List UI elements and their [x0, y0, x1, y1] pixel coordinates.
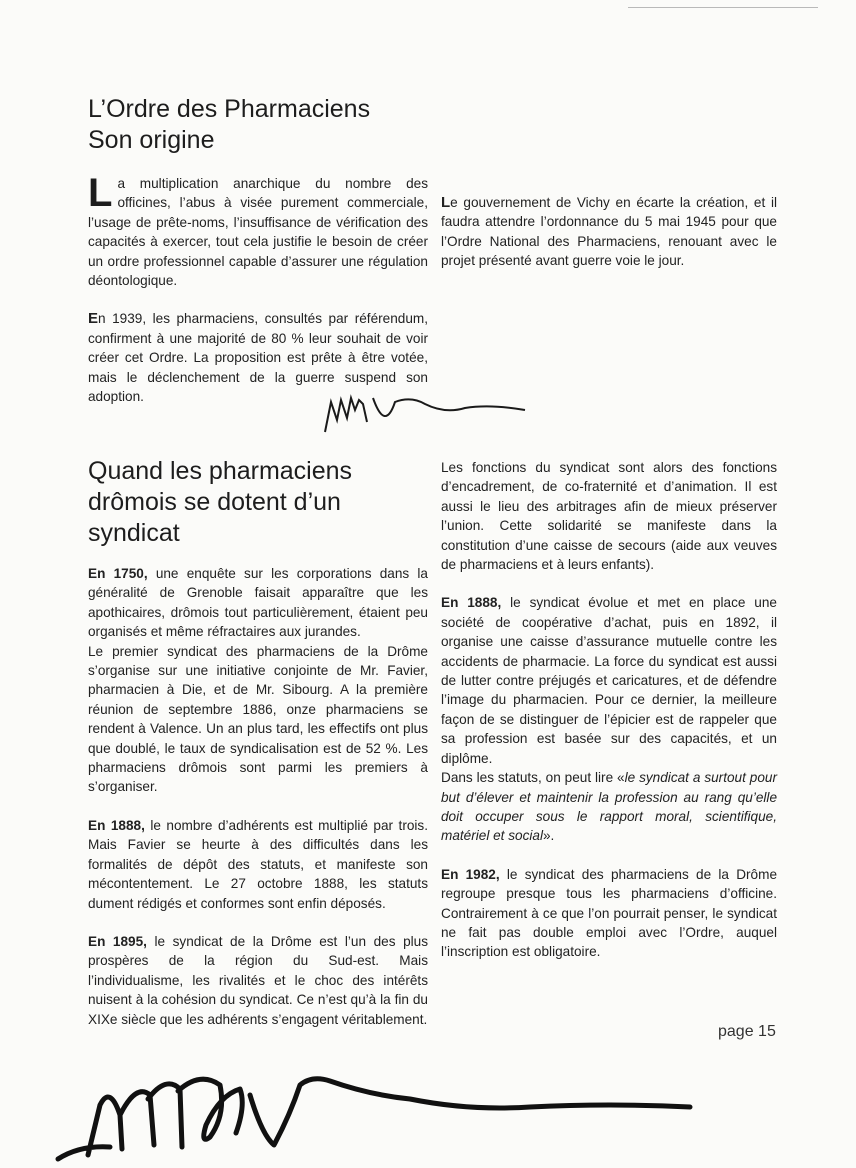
top-rule — [628, 7, 818, 8]
section2-right-column — [441, 458, 777, 962]
paragraph-text: a multiplication anarchique du nombre des officines, l’abus à visée purement commerciale, l’usage de prête-noms, l’insuffisance de vérification des capacités à exercer, tout cela justifie le besoin de créer un ordre professionnel capable d’assurer une régulation déontologique. — [88, 176, 428, 289]
paragraph — [441, 865, 777, 962]
date-lead: En 1982, — [441, 866, 500, 882]
handwritten-signature-large — [50, 1055, 720, 1165]
paragraph: Les fonctions du syndicat sont alors des fonctions d’encadrement, de co-fraternité et d’animation. Il est aussi le lieu des arbitrages afin de mieux préserver l’union. Cette solidarité se manifeste dans la constitution d’une caisse de secours (aide aux veuves de pharmaciens et à leurs enfants). — [441, 460, 777, 573]
paragraph — [441, 768, 777, 846]
lead-letter: L — [441, 194, 451, 211]
paragraph — [88, 171, 428, 290]
paragraph-text: le nombre d’adhérents est multiplié par trois. Mais Favier se heurte à des difficultés dans les formalités de dépôt des statuts, et manifeste son mécontentement. Le 27 octobre 1888, les statuts dument rédigés et conformes sont enfin déposés. — [88, 817, 428, 911]
paragraph — [88, 932, 428, 1029]
date-lead: En 1895, — [88, 933, 147, 949]
paragraph — [441, 193, 777, 271]
section1-right-column — [441, 174, 777, 271]
date-lead: En 1888, — [88, 817, 145, 833]
paragraph-text: e gouvernement de Vichy en écarte la création, et il faudra attendre l’ordonnance du 5 mai 1945 pour que l’Ordre National des Pharmaciens, renouant avec le projet présenté avant guerre voie le jour. — [441, 195, 777, 269]
paragraph — [88, 816, 428, 913]
paragraph-text: le syndicat de la Drôme est l’un des plus prospères de la région du Sud-est. Mais l’individualisme, les rivalités et le choc des intérêts nuisent à la cohésion du syndicat. Ce n’est qu’à la fin du XIXe siècle que les adhérents s’engagent véritablement. — [88, 933, 429, 1027]
paragraph-text: n 1939, les pharmaciens, consultés par référendum, confirment à une majorité de 80 % leur souhait de voir créer cet Ordre. La proposition est prête à être votée, mais le déclenchement de la guerre suspend son adoption. — [88, 311, 428, 405]
paragraph-text: une enquête sur les corporations dans la généralité de Grenoble faisait apparaître que les apothicaires, drômois tout particulièrement, étaient peu organisés et même réfractaires aux jurandes. — [88, 566, 428, 640]
date-lead: En 1888, — [441, 595, 502, 611]
paragraph-text: ». — [543, 828, 555, 844]
quote: le syndicat a surtout pour but d’élever et maintenir la profession au rang qu’elle doit occuper sous le rapport moral, scientifique, matériel et social — [441, 770, 777, 844]
paragraph — [88, 564, 428, 642]
paragraph-text: Dans les statuts, on peut lire « — [441, 770, 625, 786]
paragraph: Le premier syndicat des pharmaciens de la Drôme s’organise sur une initiative conjointe de Mr. Favier, pharmacien à Die, et de Mr. Sibourg. A la première réunion de septembre 1886, onze pharmaciens se rendent à Valence. Un an plus tard, les effectifs ont plus que doublé, le taux de syndicalisation est de 52 %. Les pharmaciens drômois sont parmi les premiers à s’organiser. — [88, 643, 428, 795]
section-title-ordre — [88, 94, 428, 156]
lead-letter: E — [88, 310, 99, 328]
section-title-syndicat — [88, 456, 428, 549]
paragraph-text: le syndicat évolue et met en place une société de coopérative d’achat, puis en 1892, il organise une caisse d’assurance mutuelle contre les accidents de pharmacie. La force du syndicat est aussi de lutter contre préjugés et caricatures, et de défendre l’image du pharmacien. Pour ce dernier, la meilleure façon de se distinguer de l’épicier est de rappeler que sa profession est basée sur des capacités, et un diplôme. — [441, 595, 777, 766]
handwritten-signature-small — [315, 392, 530, 434]
date-lead: En 1750, — [88, 566, 148, 581]
title-line: L’Ordre des Pharmaciens — [88, 95, 371, 123]
page-number: page 15 — [718, 1023, 776, 1040]
paragraph — [441, 593, 777, 768]
title-line: Quand les pharmaciens — [88, 457, 353, 485]
section2-left-column — [88, 564, 428, 1029]
title-line: syndicat — [88, 519, 180, 547]
drop-cap: L — [88, 171, 113, 215]
title-line: Son origine — [88, 126, 215, 154]
section1-left-column — [88, 171, 428, 406]
paragraph-text: le syndicat des pharmaciens de la Drôme regroupe presque tous les pharmaciens d’officine. Contrairement à ce que l’on pourrait penser, le syndicat ne fait pas double emploi avec l’Ordre, auquel l’inscription est obligatoire. — [441, 866, 777, 960]
title-line: drômois se dotent d’un — [88, 488, 341, 516]
